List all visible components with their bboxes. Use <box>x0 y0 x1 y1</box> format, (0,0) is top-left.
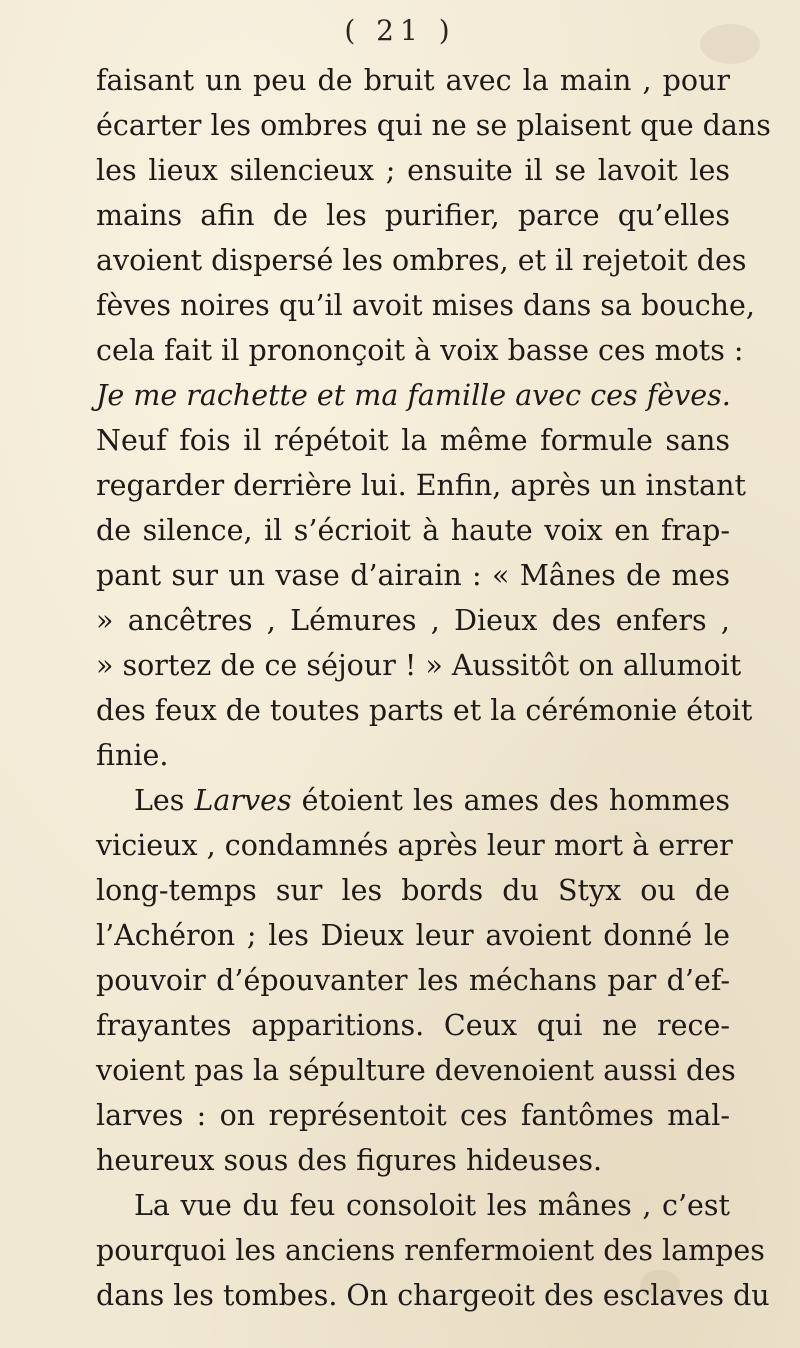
text-line: des feux de toutes parts et la cérémonie étoit <box>96 694 753 727</box>
text-line: pant sur un vase d’airain : « Mânes de mes <box>96 559 730 592</box>
text-line: voient pas la sépulture devenoient aussi des <box>96 1054 736 1087</box>
text-line: heureux sous des figures hideuses. <box>96 1144 603 1177</box>
text-line: faisant un peu de bruit avec la main , pour <box>96 64 730 97</box>
text-line: avoient dispersé les ombres, et il rejetoit des <box>96 244 747 277</box>
text-line: La vue du feu consoloit les mânes , c’est <box>134 1189 730 1222</box>
text-fragment-italic: Larves <box>194 784 292 817</box>
text-line: finie. <box>96 739 169 772</box>
text-line: vicieux , condamnés après leur mort à errer <box>96 829 733 862</box>
text-line <box>96 778 730 823</box>
text-line: dans les tombes. On chargeoit des esclaves du <box>96 1279 770 1312</box>
text-line: Neuf fois il répétoit la même formule sans <box>96 424 730 457</box>
text-line: écarter les ombres qui ne se plaisent que dans <box>96 109 771 142</box>
text-line: les lieux silencieux ; ensuite il se lavoit les <box>96 154 730 187</box>
text-fragment: Les <box>134 784 195 817</box>
text-line: long-temps sur les bords du Styx ou de <box>96 874 730 907</box>
text-line: mains afin de les purifier, parce qu’elles <box>96 199 730 232</box>
text-line-italic: Je me rachette et ma famille avec ces fèves. <box>96 379 731 412</box>
body-text <box>96 58 771 1318</box>
text-line: l’Achéron ; les Dieux leur avoient donné le <box>96 919 730 952</box>
text-line: pouvoir d’épouvanter les méchans par d’ef- <box>96 964 730 997</box>
text-line: regarder derrière lui. Enfin, après un instant <box>96 469 746 502</box>
text-line: frayantes apparitions. Ceux qui ne rece- <box>96 1009 730 1042</box>
text-line: » sortez de ce séjour ! » Aussitôt on allumoit <box>96 649 742 682</box>
text-fragment: étoient les ames des hommes <box>291 784 730 817</box>
text-line: » ancêtres , Lémures , Dieux des enfers , <box>96 604 730 637</box>
text-line: fèves noires qu’il avoit mises dans sa bouche, <box>96 289 755 322</box>
text-line: pourquoi les anciens renfermoient des lampes <box>96 1234 765 1267</box>
text-line: de silence, il s’écrioit à haute voix en frap- <box>96 514 730 547</box>
page-number: ( 21 ) <box>344 14 456 47</box>
text-line: cela fait il prononçoit à voix basse ces mots : <box>96 334 744 367</box>
text-line: larves : on représentoit ces fantômes mal- <box>96 1099 730 1132</box>
